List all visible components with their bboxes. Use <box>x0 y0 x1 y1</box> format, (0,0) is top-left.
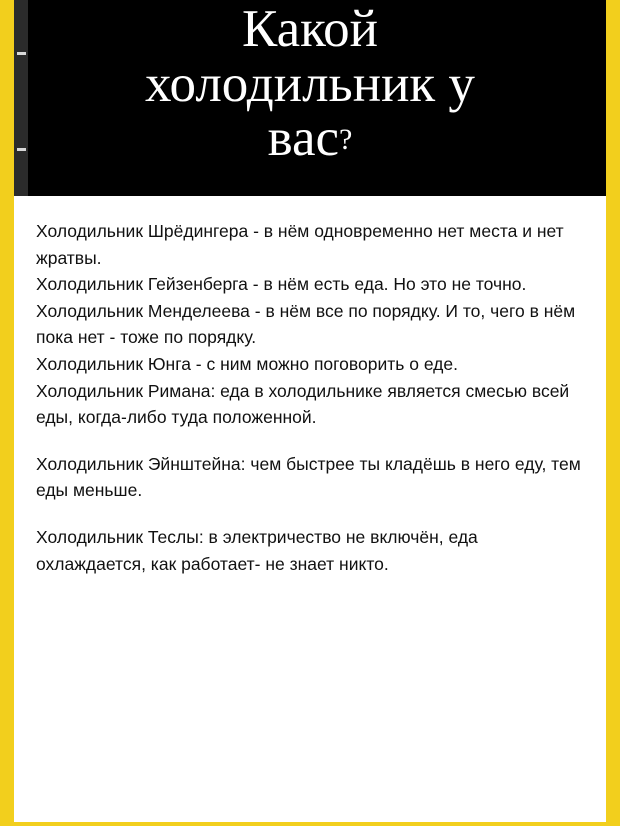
paragraph: Холодильник Гейзенберга - в нём есть еда. Но это не точно. <box>36 274 527 295</box>
content-card <box>14 0 606 826</box>
bottom-frame-strip <box>0 822 620 826</box>
title-banner <box>14 0 606 196</box>
paragraph: Холодильник Юнга - с ним можно поговорить о еде. <box>36 353 458 374</box>
paragraph: Холодильник Эйнштейна: чем быстрее ты кладёшь в него еду, тем еды меньше. <box>36 453 581 501</box>
left-edge-strip <box>14 0 28 196</box>
paragraph: Холодильник Шрёдингера - в нём одновременно нет места и нет жратвы. <box>36 221 564 268</box>
joke-body <box>14 196 606 577</box>
title-line-2: холодильник у <box>145 54 475 113</box>
edge-mark-icon <box>17 148 26 151</box>
paragraph: Холодильник Теслы: в электричество не включён, еда охлаждается, как работает- не знает никто. <box>36 526 478 574</box>
paragraph: Холодильник Менделеева - в нём все по порядку. И то, чего в нём пока нет - тоже по порядку. <box>36 300 576 348</box>
title-line-3: вас <box>267 109 340 168</box>
title-line-1: Какой <box>241 0 379 58</box>
page-title <box>145 2 475 166</box>
edge-mark-icon <box>17 52 26 55</box>
paragraph: Холодильник Римана: еда в холодильнике является смесью всей еды, когда-либо туда положенной. <box>36 380 570 428</box>
title-question-mark: ? <box>339 123 353 157</box>
